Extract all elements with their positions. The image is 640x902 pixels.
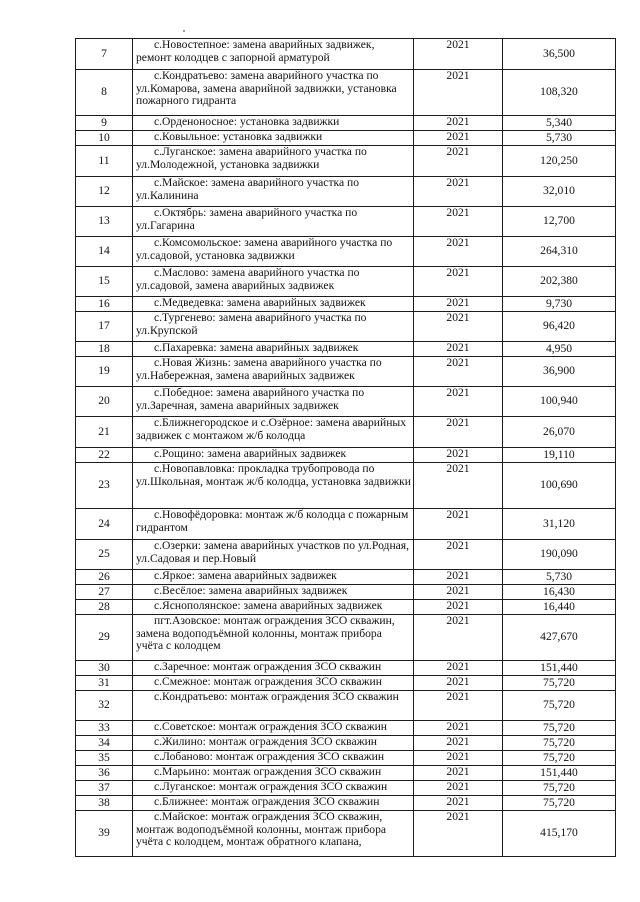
table-row <box>76 736 616 751</box>
row-number: 15 <box>76 267 133 297</box>
row-year: 2021 <box>414 297 503 312</box>
works-table <box>75 38 616 857</box>
row-number: 20 <box>76 387 133 417</box>
row-year: 2021 <box>414 676 503 691</box>
row-number: 9 <box>76 116 133 131</box>
work-description: с.Яркое: замена аварийных задвижек <box>133 570 414 585</box>
work-description: с.Маслово: замена аварийного участка по ул.садовой, замена аварийных задвижек <box>133 267 414 297</box>
row-cost: 151,440 <box>503 661 616 676</box>
row-year: 2021 <box>414 146 503 177</box>
row-cost: 75,720 <box>503 721 616 736</box>
table-row <box>76 267 616 297</box>
table-row <box>76 615 616 661</box>
work-description: с.Новофёдоровка: монтаж ж/б колодца с пожарным гидрантом <box>133 509 414 540</box>
row-number: 10 <box>76 131 133 146</box>
table-row <box>76 177 616 207</box>
table-row <box>76 312 616 342</box>
row-cost: 9,730 <box>503 297 616 312</box>
work-description: с.Кондратьево: замена аварийного участка по ул.Комарова, замена аварийной задвижки, установка пожарного гидранта <box>133 70 414 116</box>
row-number: 29 <box>76 615 133 661</box>
row-year: 2021 <box>414 796 503 811</box>
row-cost: 5,340 <box>503 116 616 131</box>
row-number: 36 <box>76 766 133 781</box>
table-row <box>76 585 616 600</box>
row-number: 22 <box>76 448 133 463</box>
table-row <box>76 540 616 570</box>
work-description: с.Кондратьево: монтаж ограждения ЗСО скважин <box>133 691 414 721</box>
work-description: с.Ближнегородское и с.Озёрное: замена аварийных задвижек с монтажом ж/б колодца <box>133 417 414 448</box>
table-row <box>76 661 616 676</box>
row-year: 2021 <box>414 811 503 857</box>
row-year: 2021 <box>414 540 503 570</box>
row-year: 2021 <box>414 509 503 540</box>
table-row <box>76 509 616 540</box>
table-row <box>76 721 616 736</box>
row-year: 2021 <box>414 781 503 796</box>
row-cost: 100,690 <box>503 463 616 509</box>
row-year: 2021 <box>414 736 503 751</box>
row-cost: 12,700 <box>503 207 616 237</box>
row-number: 8 <box>76 70 133 116</box>
table-row <box>76 781 616 796</box>
row-number: 26 <box>76 570 133 585</box>
row-cost: 36,900 <box>503 357 616 387</box>
table-row <box>76 70 616 116</box>
work-description: с.Ближнее: монтаж ограждения ЗСО скважин <box>133 796 414 811</box>
work-description: с.Майское: замена аварийного участка по ул.Калинина <box>133 177 414 207</box>
table-row <box>76 39 616 70</box>
row-number: 16 <box>76 297 133 312</box>
row-year: 2021 <box>414 70 503 116</box>
work-description: с.Комсомольское: замена аварийного участка по ул.садовой, установка задвижки <box>133 237 414 267</box>
row-year: 2021 <box>414 585 503 600</box>
row-number: 17 <box>76 312 133 342</box>
row-number: 33 <box>76 721 133 736</box>
row-number: 13 <box>76 207 133 237</box>
work-description: с.Октябрь: замена аварийного участка по ул.Гагарина <box>133 207 414 237</box>
row-year: 2021 <box>414 691 503 721</box>
work-description: с.Смежное: монтаж ограждения ЗСО скважин <box>133 676 414 691</box>
work-description: с.Новая Жизнь: замена аварийного участка по ул.Набережная, замена аварийных задвижек <box>133 357 414 387</box>
row-cost: 16,430 <box>503 585 616 600</box>
row-cost: 75,720 <box>503 691 616 721</box>
row-cost: 32,010 <box>503 177 616 207</box>
row-cost: 151,440 <box>503 766 616 781</box>
table-row <box>76 448 616 463</box>
row-number: 14 <box>76 237 133 267</box>
row-year: 2021 <box>414 600 503 615</box>
row-cost: 26,070 <box>503 417 616 448</box>
row-cost: 427,670 <box>503 615 616 661</box>
table-row <box>76 463 616 509</box>
table-row <box>76 751 616 766</box>
row-year: 2021 <box>414 721 503 736</box>
table-row <box>76 146 616 177</box>
work-description: с.Луганское: замена аварийного участка по ул.Молодежной, установка задвижки <box>133 146 414 177</box>
row-cost: 5,730 <box>503 570 616 585</box>
row-cost: 75,720 <box>503 751 616 766</box>
work-description: с.Марьино: монтаж ограждения ЗСО скважин <box>133 766 414 781</box>
row-year: 2021 <box>414 207 503 237</box>
work-description: пгт.Азовское: монтаж ограждения ЗСО скважин, замена водоподъёмной колонны, монтаж прибора учёта с колодцем <box>133 615 414 661</box>
row-number: 28 <box>76 600 133 615</box>
table-row <box>76 237 616 267</box>
scan-speck <box>183 30 185 32</box>
row-number: 32 <box>76 691 133 721</box>
work-description: с.Луганское: монтаж ограждения ЗСО скважин <box>133 781 414 796</box>
table-row <box>76 570 616 585</box>
row-cost: 108,320 <box>503 70 616 116</box>
table-row <box>76 297 616 312</box>
row-number: 27 <box>76 585 133 600</box>
row-year: 2021 <box>414 39 503 70</box>
row-year: 2021 <box>414 342 503 357</box>
row-number: 39 <box>76 811 133 857</box>
row-cost: 96,420 <box>503 312 616 342</box>
work-description: с.Новостепное: замена аварийных задвижек, ремонт колодцев с запорной арматурой <box>133 39 414 70</box>
table-row <box>76 676 616 691</box>
work-description: с.Озерки: замена аварийных участков по ул.Родная, ул.Садовая и пер.Новый <box>133 540 414 570</box>
work-description: с.Ковыльное: установка задвижки <box>133 131 414 146</box>
row-year: 2021 <box>414 312 503 342</box>
work-description: с.Победное: замена аварийного участка по ул.Заречная, замена аварийных задвижек <box>133 387 414 417</box>
row-number: 12 <box>76 177 133 207</box>
row-cost: 19,110 <box>503 448 616 463</box>
row-cost: 202,380 <box>503 267 616 297</box>
work-description: с.Пахаревка: замена аварийных задвижек <box>133 342 414 357</box>
row-year: 2021 <box>414 570 503 585</box>
row-cost: 75,720 <box>503 781 616 796</box>
row-year: 2021 <box>414 463 503 509</box>
table-row <box>76 796 616 811</box>
row-cost: 190,090 <box>503 540 616 570</box>
row-year: 2021 <box>414 357 503 387</box>
row-cost: 75,720 <box>503 796 616 811</box>
work-description: с.Заречное: монтаж ограждения ЗСО скважин <box>133 661 414 676</box>
row-number: 18 <box>76 342 133 357</box>
row-year: 2021 <box>414 177 503 207</box>
row-year: 2021 <box>414 387 503 417</box>
row-number: 25 <box>76 540 133 570</box>
row-number: 30 <box>76 661 133 676</box>
row-cost: 75,720 <box>503 736 616 751</box>
row-number: 38 <box>76 796 133 811</box>
row-cost: 264,310 <box>503 237 616 267</box>
table-row <box>76 342 616 357</box>
table-row <box>76 116 616 131</box>
table-row <box>76 766 616 781</box>
row-number: 7 <box>76 39 133 70</box>
row-cost: 5,730 <box>503 131 616 146</box>
table-row <box>76 811 616 857</box>
row-number: 34 <box>76 736 133 751</box>
row-number: 23 <box>76 463 133 509</box>
row-number: 35 <box>76 751 133 766</box>
table-row <box>76 691 616 721</box>
work-description: с.Жилино: монтаж ограждения ЗСО скважин <box>133 736 414 751</box>
row-year: 2021 <box>414 116 503 131</box>
work-description: с.Советское: монтаж ограждения ЗСО скважин <box>133 721 414 736</box>
work-description: с.Медведевка: замена аварийных задвижек <box>133 297 414 312</box>
table-row <box>76 207 616 237</box>
row-cost: 75,720 <box>503 676 616 691</box>
work-description: с.Майское: монтаж ограждения ЗСО скважин, монтаж водоподъёмной колонны, монтаж прибора учёта с колодцем, монтаж обратного клапана, <box>133 811 414 857</box>
row-number: 24 <box>76 509 133 540</box>
works-table-body <box>76 39 616 857</box>
work-description: с.Лобаново: монтаж ограждения ЗСО скважин <box>133 751 414 766</box>
row-number: 19 <box>76 357 133 387</box>
row-number: 21 <box>76 417 133 448</box>
row-cost: 31,120 <box>503 509 616 540</box>
row-cost: 120,250 <box>503 146 616 177</box>
row-cost: 36,500 <box>503 39 616 70</box>
work-description: с.Яснополянское: замена аварийных задвижек <box>133 600 414 615</box>
row-number: 31 <box>76 676 133 691</box>
table-row <box>76 417 616 448</box>
table-row <box>76 131 616 146</box>
row-year: 2021 <box>414 131 503 146</box>
row-cost: 4,950 <box>503 342 616 357</box>
table-row <box>76 357 616 387</box>
row-cost: 100,940 <box>503 387 616 417</box>
row-year: 2021 <box>414 237 503 267</box>
row-year: 2021 <box>414 417 503 448</box>
row-cost: 16,440 <box>503 600 616 615</box>
table-row <box>76 600 616 615</box>
work-description: с.Тургенево: замена аварийного участка по ул.Крупской <box>133 312 414 342</box>
row-number: 37 <box>76 781 133 796</box>
row-year: 2021 <box>414 267 503 297</box>
work-description: с.Рощино: замена аварийных задвижек <box>133 448 414 463</box>
work-description: с.Орденоносное: установка задвижки <box>133 116 414 131</box>
row-year: 2021 <box>414 661 503 676</box>
row-year: 2021 <box>414 615 503 661</box>
row-year: 2021 <box>414 448 503 463</box>
work-description: с.Весёлое: замена аварийных задвижек <box>133 585 414 600</box>
table-row <box>76 387 616 417</box>
row-year: 2021 <box>414 766 503 781</box>
work-description: с.Новопавловка: прокладка трубопровода по ул.Школьная, монтаж ж/б колодца, установка задвижки <box>133 463 414 509</box>
row-number: 11 <box>76 146 133 177</box>
row-cost: 415,170 <box>503 811 616 857</box>
row-year: 2021 <box>414 751 503 766</box>
